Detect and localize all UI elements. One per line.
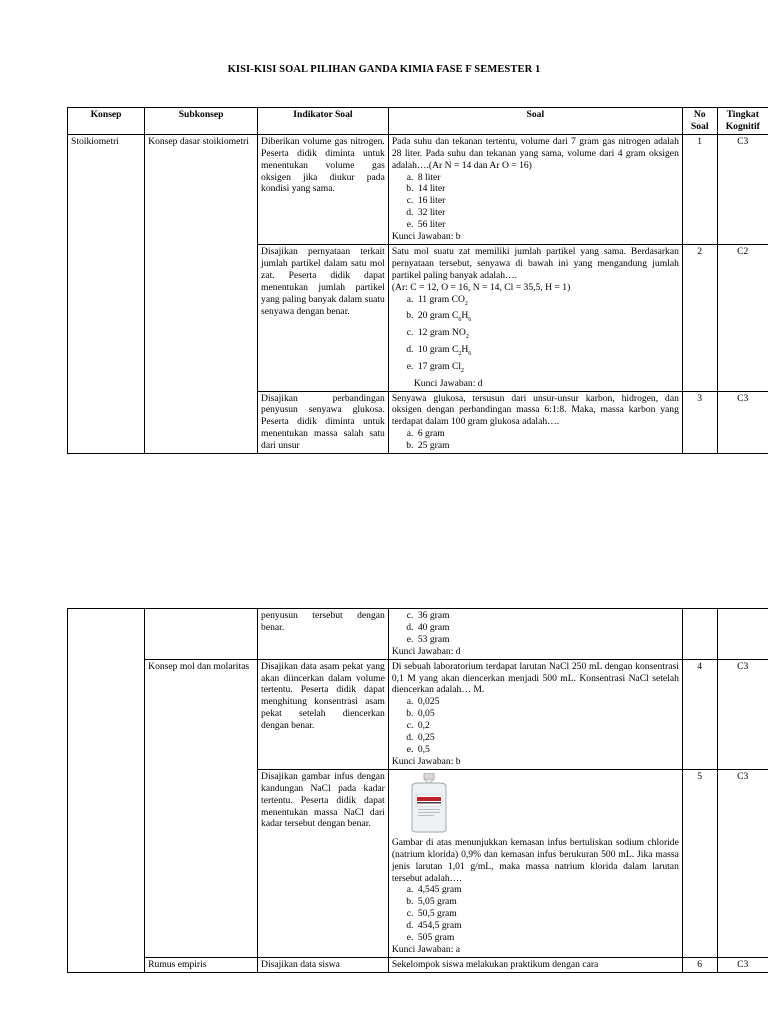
subkonsep-cell: Rumus empiris: [145, 957, 258, 972]
option-item: d. 10 gram $C_2H_6$: [416, 344, 679, 361]
header-indikator: Indikator Soal: [258, 108, 389, 135]
cognitive-level: C3: [717, 134, 768, 244]
option-item: d. 40 gram: [416, 622, 679, 634]
question-number: 4: [682, 659, 717, 769]
option-item: a. 0,025: [416, 696, 679, 708]
option-item: b. 25 gram: [416, 440, 679, 452]
option-item: b. 20 gram $C_6H_6$: [416, 310, 679, 327]
cognitive-level: C3: [717, 391, 768, 454]
option-item: a. 11 gram $CO_2$: [416, 294, 679, 311]
option-item: a. 4,545 gram: [416, 884, 679, 896]
indikator-cell: Disajikan perbandingan penyusun senyawa glukosa. Peserta didik diminta untuk menentukan massa salah satu dari unsur: [258, 391, 389, 454]
table-header-row: [68, 108, 768, 135]
table-row: [68, 134, 768, 244]
option-item: b. 5,05 gram: [416, 896, 679, 908]
indikator-cell: Diberikan volume gas nitrogen. Peserta didik diminta untuk menentukan volume gas oksigen jika diukur pada kondisi yang sama.: [258, 134, 389, 244]
soal-cell: [388, 391, 682, 454]
soal-cell: Sekelompok siswa melakukan praktikum dengan cara: [388, 957, 682, 972]
option-list: [392, 884, 679, 944]
cognitive-level: C3: [717, 659, 768, 769]
answer-key: Kunci Jawaban: d: [391, 645, 461, 657]
answer-key: Kunci Jawaban: d: [413, 377, 483, 389]
soal-cell: [388, 659, 682, 769]
cognitive-level: C3: [717, 769, 768, 957]
konsep-cell: [68, 609, 145, 973]
option-item: c. 0,2: [416, 720, 679, 732]
atomic-mass-note: (Ar: C = 12, O = 16, N = 14, Cl = 35,5, H = 1): [391, 281, 571, 293]
indikator-cell: Disajikan data asam pekat yang akan diincerkan dalam volume tertentu. Peserta didik dapat menghitung konsentrasi asam pekat setelah diencerkan dengan benar.: [258, 659, 389, 769]
option-item: c. 50,5 gram: [416, 908, 679, 920]
answer-key: Kunci Jawaban: b: [391, 755, 461, 767]
document-title: KISI-KISI SOAL PILIHAN GANDA KIMIA FASE F SEMESTER 1: [227, 64, 541, 75]
question-stem: Satu mol suatu zat memiliki jumlah partikel yang sama. Berdasarkan pernyataan tersebut, senyawa di bawah ini yang mengandung jumlah partikel paling banyak adalah….: [391, 245, 679, 281]
answer-key: Kunci Jawaban: b: [391, 231, 461, 243]
option-item: b. 14 liter: [416, 183, 679, 195]
header-konsep: Konsep: [68, 108, 145, 135]
option-item: c. 36 gram: [416, 610, 679, 622]
indikator-cell: Disajikan data siswa: [258, 957, 389, 972]
option-item: d. 454,5 gram: [416, 920, 679, 932]
question-number: 5: [682, 769, 717, 957]
question-grid-table-page-1: [67, 107, 768, 454]
soal-cell: [388, 769, 682, 957]
table-row: [68, 957, 768, 972]
question-stem: Senyawa glukosa, tersusun dari unsur-unsur karbon, hidrogen, dan oksigen dengan perbandingan massa 6:1:8. Maka, massa karbon yang terdapat dalam 100 gram glukosa adalah….: [391, 392, 679, 428]
header-subkonsep: Subkonsep: [145, 108, 258, 135]
option-list: [392, 696, 679, 756]
option-item: d. 32 liter: [416, 207, 679, 219]
cognitive-level: [717, 609, 768, 660]
indikator-cell: Disajikan gambar infus dengan kandungan NaCl pada kadar tertentu. Peserta didik dapat menentukan massa NaCl dari kadar tersebut dengan benar.: [258, 769, 389, 957]
option-item: c. 12 gram $NO_2$: [416, 327, 679, 344]
soal-cell: [388, 244, 682, 391]
option-item: e. 505 gram: [416, 932, 679, 944]
option-item: a. 8 liter: [416, 172, 679, 184]
question-grid-table-page-2: [67, 608, 768, 973]
option-item: e. 17 gram $Cl_2$: [416, 361, 679, 378]
subkonsep-cell: Konsep dasar stoikiometri: [145, 134, 258, 453]
konsep-cell: Stoikiometri: [68, 134, 145, 453]
option-item: e. 53 gram: [416, 634, 679, 646]
option-list: [392, 294, 679, 378]
option-list: [392, 428, 679, 452]
question-number: [682, 609, 717, 660]
question-number: 2: [682, 244, 717, 391]
option-item: c. 16 liter: [416, 195, 679, 207]
option-item: e. 0,5: [416, 744, 679, 756]
header-no-soal: No Soal: [682, 108, 717, 135]
question-number: 3: [682, 391, 717, 454]
question-stem: Di sebuah laboratorium terdapat larutan NaCl 250 mL dengan konsentrasi 0,1 M yang akan diencerkan menjadi 500 mL. Konsentrasi NaCl setelah diencerkan adalah… M.: [391, 660, 679, 696]
subkonsep-cell: Konsep mol dan molaritas: [145, 659, 258, 957]
header-tingkat-kognitif: Tingkat Kognitif: [717, 108, 768, 135]
question-stem: Gambar di atas menunjukkan kemasan infus bertuliskan sodium chloride (natrium klorida) 0,9% dan kemasan infus berukuran 500 mL. Jika massa jenis larutan 1,01 g/mL, maka massa natrium klorida dalam larutan tersebut adalah….: [391, 836, 679, 884]
option-item: b. 0,05: [416, 708, 679, 720]
iv-bag-image: [402, 773, 456, 833]
header-soal: Soal: [388, 108, 682, 135]
table-row: [68, 609, 768, 660]
option-list: [392, 610, 679, 646]
option-item: a. 6 gram: [416, 428, 679, 440]
question-number: 6: [682, 957, 717, 972]
soal-cell: [388, 609, 682, 660]
option-item: d. 0,25: [416, 732, 679, 744]
table-row: [68, 659, 768, 769]
option-item: e. 56 liter: [416, 219, 679, 231]
cognitive-level: C3: [717, 957, 768, 972]
soal-cell: [388, 134, 682, 244]
answer-key: Kunci Jawaban: a: [391, 943, 461, 955]
indikator-cell: penyusun tersebut dengan benar.: [258, 609, 389, 660]
indikator-cell: Disajikan pernyataan terkait jumlah partikel dalam satu mol zat. Peserta didik dapat menentukan jumlah partikel yang paling banyak dalam suatu senyawa dengan benar.: [258, 244, 389, 391]
cognitive-level: C2: [717, 244, 768, 391]
question-stem: Pada suhu dan tekanan tertentu, volume dari 7 gram gas nitrogen adalah 28 liter. Pada suhu dan tekanan yang sama, volume dari 4 gram oksigen adalah….(Ar N = 14 dan Ar O = 16): [391, 135, 679, 171]
subkonsep-cell: [145, 609, 258, 660]
question-number: 1: [682, 134, 717, 244]
option-list: [392, 172, 679, 232]
